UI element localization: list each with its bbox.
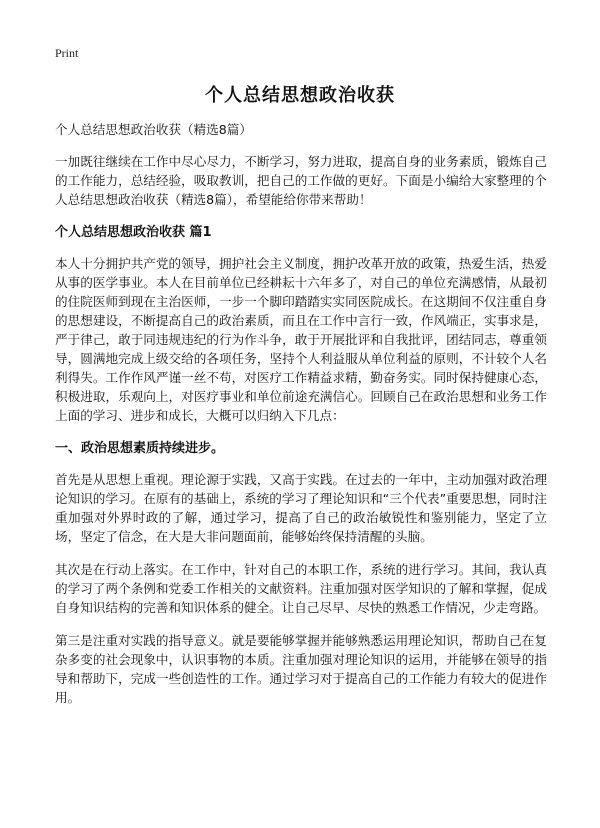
document-title: 个人总结思想政治收获 bbox=[205, 85, 395, 106]
article-heading: 个人总结思想政治收获 篇1 bbox=[55, 225, 212, 240]
body-paragraph-3: 其次是在行动上落实。在工作中，针对自己的本职工作，系统的进行学习。其间，我认真的学习了两个条例和党委工作相关的文献资料。注重加强对医学知识的了解和掌握，促成自身知识结构的完善和知识体系的健全。让自己尽早、尽快的熟悉工作情况，少走弯路。 bbox=[55, 562, 547, 615]
intro-paragraph: 一加既往继续在工作中尽心尽力，不断学习，努力进取，提高自身的业务素质，锻炼自己的工作能力，总结经验，吸取教训，把自己的工作做的更好。下面是小编给大家整理的个人总结思想政治收获（精选8篇），希望能给你带来帮助！ bbox=[55, 154, 547, 207]
body-paragraph-4: 第三是注重对实践的指导意义。就是要能够掌握并能够熟悉运用理论知识，帮助自己在复杂多变的社会现象中，认识事物的本质。注重加强对理论知识的运用，并能够在领导的指导和帮助下，完成一些创造性的工作。通过学习对于提高自己的工作能力有较大的促进作用。 bbox=[55, 633, 547, 705]
body-paragraph-2: 首先是从思想上重视。理论源于实践，又高于实践。在过去的一年中，主动加强对政治理论知识的学习。在原有的基础上，系统的学习了理论知识和“三个代表”重要思想，同时注重加强对外界时政的了解，通过学习，提高了自己的政治敏锐性和鉴别能力，坚定了立场，坚定了信念，在大是大非问题面前，能够始终保持清醒的头脑。 bbox=[55, 472, 547, 544]
document-subtitle: 个人总结思想政治收获（精选8篇） bbox=[55, 122, 252, 137]
section-heading: 一、政治思想素质持续进步。 bbox=[55, 441, 225, 456]
document-body bbox=[55, 120, 547, 721]
print-label: Print bbox=[55, 46, 79, 60]
body-paragraph-1: 本人十分拥护共产党的领导，拥护社会主义制度，拥护改革开放的政策，热爱生活，热爱从事的医学事业。本人在目前单位已经耕耘十六年多了，对自己的单位充满感情，从最初的住院医师到现在主治医师，一步一个脚印踏踏实实同医院成长。在这期间不仅注重自身的思想建设，不断提高自己的政治素质，而且在工作中言行一致，作风端正，实事求是，严于律己，敢于同违规违纪的行为作斗争，敢于开展批评和自我批评，团结同志，尊重领导，圆满地完成上级交给的各项任务，坚持个人利益服从单位利益的原则，不计较个人名利得失。工作作风严谨一丝不苟，对医疗工作精益求精，勤奋务实。同时保持健康心态，积极进取，乐观向上，对医疗事业和单位前途充满信心。回顾自己在政治思想和业务工作上面的学习、进步和成长，大概可以归纳入下几点： bbox=[55, 256, 547, 423]
